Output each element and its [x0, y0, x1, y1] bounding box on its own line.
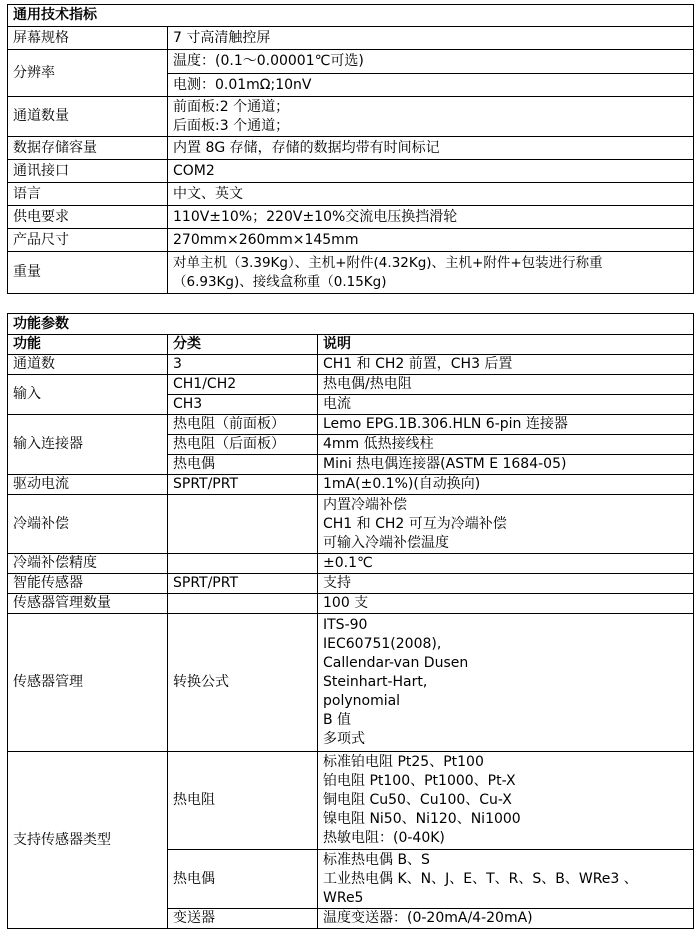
- desc-line: 铂电阻 Pt100、Pt1000、Pt-X: [323, 773, 516, 789]
- desc-line: 内置冷端补偿: [323, 496, 407, 513]
- spec-row: [8, 50, 694, 74]
- spec-label: 数据存储容量: [8, 137, 168, 160]
- desc-line: 可输入冷端补偿温度: [323, 534, 449, 551]
- table-row: [8, 614, 694, 752]
- spec-row: [8, 252, 694, 294]
- func-cell: 输入连接器: [8, 415, 168, 475]
- spec-row: [8, 229, 694, 252]
- func-cell: 通道数: [8, 355, 168, 375]
- desc-line: B 值: [323, 712, 352, 728]
- section-title: 功能参数: [8, 314, 694, 335]
- cat-cell: SPRT/PRT: [168, 475, 318, 495]
- spec-label: 语言: [8, 183, 168, 206]
- cat-cell: 3: [168, 355, 318, 375]
- desc-cell: [318, 850, 694, 909]
- desc-line: 铜电阻 Cu50、Cu100、Cu-X: [323, 792, 512, 808]
- cat-cell: 转换公式: [168, 614, 318, 752]
- spec-value: 内置 8G 存储，存储的数据均带有时间标记: [168, 137, 694, 160]
- desc-cell: CH1 和 CH2 前置，CH3 后置: [318, 355, 694, 375]
- table-row: [8, 752, 694, 850]
- desc-cell: 4mm 低热接线柱: [318, 435, 694, 455]
- desc-line: 标准铂电阻 Pt25、Pt100: [323, 754, 484, 770]
- spec-label: 重量: [8, 252, 168, 294]
- spec-value: 中文、英文: [168, 183, 694, 206]
- spec-value: [168, 97, 694, 137]
- spec-label: 分辨率: [8, 50, 168, 97]
- general-spec-table: [7, 4, 694, 294]
- spec-line: （6.93Kg)、接线盒称重（0.15Kg): [173, 273, 387, 290]
- desc-line: WRe5: [323, 889, 364, 906]
- cat-cell: CH1/CH2: [168, 375, 318, 395]
- desc-line: ITS-90: [323, 617, 368, 633]
- table-row: [8, 355, 694, 375]
- func-cell: 支持传感器类型: [8, 752, 168, 929]
- spec-row: [8, 160, 694, 183]
- desc-line: IEC60751(2008),: [323, 636, 442, 652]
- func-cell: 冷端补偿精度: [8, 554, 168, 574]
- spec-value: 电测：0.01mΩ;10nV: [168, 74, 694, 97]
- desc-line: 热敏电阻：(0-40K): [323, 830, 445, 846]
- cat-cell: 热电偶: [168, 850, 318, 909]
- spec-line: 前面板:2 个通道；: [173, 98, 290, 115]
- column-header: 说明: [318, 335, 694, 355]
- table-row: [8, 554, 694, 574]
- spec-label: 供电要求: [8, 206, 168, 229]
- cat-cell: [168, 594, 318, 614]
- desc-cell: 热电偶/热电阻: [318, 375, 694, 395]
- desc-cell: 温度变送器：(0-20mA/4-20mA): [318, 909, 694, 929]
- desc-line: 工业热电偶 K、N、J、E、T、R、S、B、WRe3 、: [323, 870, 638, 887]
- desc-cell: Lemo EPG.1B.306.HLN 6-pin 连接器: [318, 415, 694, 435]
- desc-cell: 100 支: [318, 594, 694, 614]
- spec-line: 后面板:3 个通道；: [173, 117, 290, 134]
- cat-cell: 热电阻（后面板）: [168, 435, 318, 455]
- spec-row: [8, 137, 694, 160]
- spec-value: [168, 252, 694, 294]
- desc-line: CH1 和 CH2 可互为冷端补偿: [323, 515, 507, 532]
- desc-cell: 电流: [318, 395, 694, 415]
- table-row: [8, 475, 694, 495]
- cat-cell: [168, 495, 318, 554]
- cat-cell: CH3: [168, 395, 318, 415]
- desc-cell: Mini 热电偶连接器(ASTM E 1684-05): [318, 455, 694, 475]
- spec-row: [8, 183, 694, 206]
- desc-line: Steinhart-Hart,: [323, 674, 428, 690]
- desc-line: 镍电阻 Ni50、Ni120、Ni1000: [323, 811, 521, 827]
- spec-value: COM2: [168, 160, 694, 183]
- cat-cell: 热电偶: [168, 455, 318, 475]
- spec-row: [8, 27, 694, 50]
- desc-line: polynomial: [323, 693, 401, 709]
- spec-label: 通道数量: [8, 97, 168, 137]
- table-row: [8, 594, 694, 614]
- table-row: [8, 495, 694, 554]
- cat-cell: SPRT/PRT: [168, 574, 318, 594]
- header-row: [8, 335, 694, 355]
- func-cell: 传感器管理: [8, 614, 168, 752]
- func-cell: 驱动电流: [8, 475, 168, 495]
- desc-line: 标准热电偶 B、S: [323, 851, 430, 868]
- spec-value: 110V±10%；220V±10%交流电压换挡滑轮: [168, 206, 694, 229]
- spec-label: 产品尺寸: [8, 229, 168, 252]
- table-row: [8, 574, 694, 594]
- table-row: [8, 415, 694, 435]
- func-cell: 冷端补偿: [8, 495, 168, 554]
- desc-line: 多项式: [323, 731, 365, 747]
- desc-cell: [318, 495, 694, 554]
- spec-label: 通讯接口: [8, 160, 168, 183]
- table-row: [8, 375, 694, 395]
- spec-row: [8, 97, 694, 137]
- desc-line: Callendar-van Dusen: [323, 655, 469, 671]
- functional-param-table: [7, 313, 694, 929]
- cat-cell: 热电阻: [168, 752, 318, 850]
- func-cell: 输入: [8, 375, 168, 415]
- spec-line: 对单主机（3.39Kg）、主机+附件(4.32Kg)、主机+附件+包装进行称重: [173, 254, 603, 271]
- func-cell: 智能传感器: [8, 574, 168, 594]
- cat-cell: 变送器: [168, 909, 318, 929]
- cat-cell: [168, 554, 318, 574]
- section-title: 通用技术指标: [8, 5, 694, 27]
- spec-row: [8, 206, 694, 229]
- column-header: 分类: [168, 335, 318, 355]
- func-cell: 传感器管理数量: [8, 594, 168, 614]
- spec-value: 7 寸高清触控屏: [168, 27, 694, 50]
- cat-cell: 热电阻（前面板）: [168, 415, 318, 435]
- desc-cell: ±0.1℃: [318, 554, 694, 574]
- spec-label: 屏幕规格: [8, 27, 168, 50]
- spec-value: 温度：(0.1～0.00001℃可选): [168, 50, 694, 74]
- desc-cell: [318, 752, 694, 850]
- spec-value: 270mm×260mm×145mm: [168, 229, 694, 252]
- desc-cell: [318, 614, 694, 752]
- column-header: 功能: [8, 335, 168, 355]
- desc-cell: 支持: [318, 574, 694, 594]
- desc-cell: 1mA(±0.1%)(自动换向): [318, 475, 694, 495]
